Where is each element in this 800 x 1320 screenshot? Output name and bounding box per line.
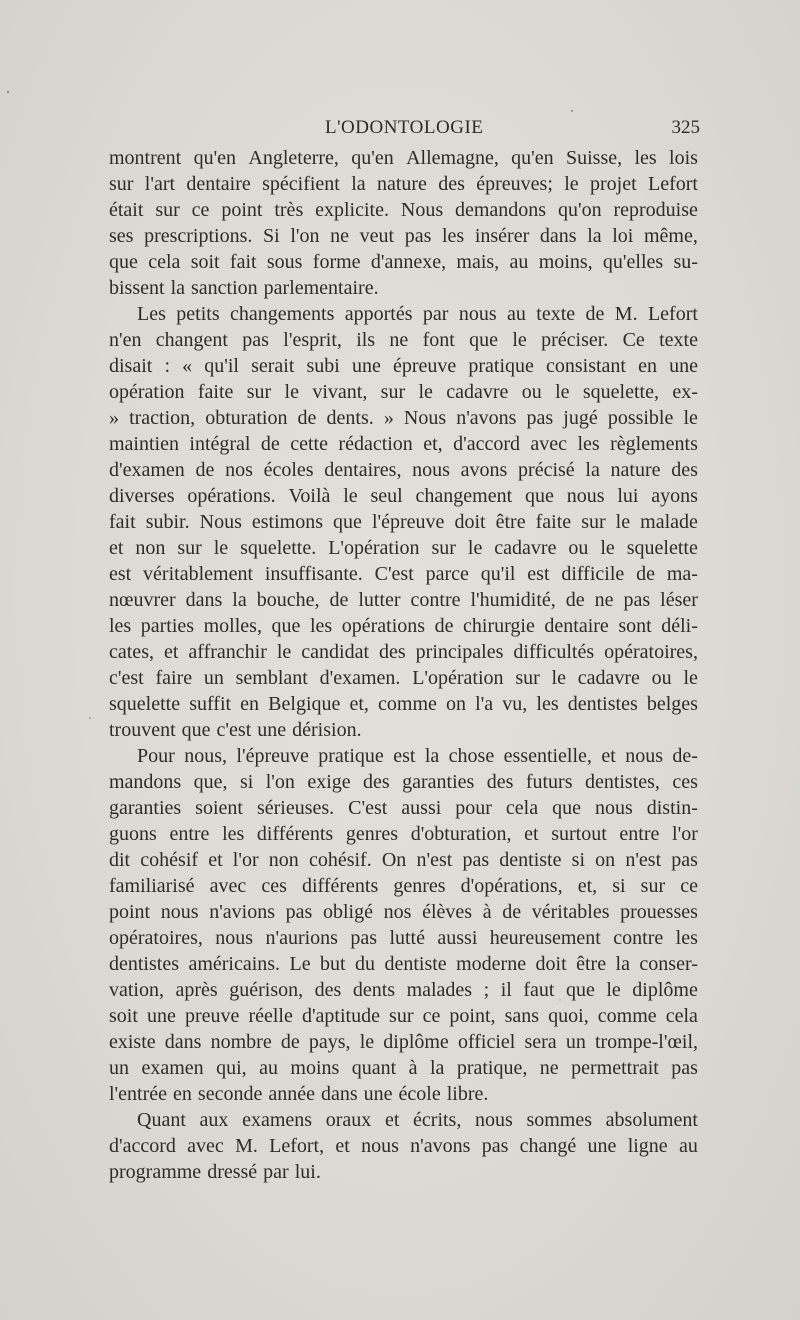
text-line: diverses opérations. Voilà le seul changement que nous lui ayons bbox=[109, 485, 698, 507]
text-line: existe dans nombre de pays, le diplôme officiel sera un trompe-l'œil, bbox=[109, 1031, 698, 1053]
running-header bbox=[110, 117, 700, 143]
text-line: opération faite sur le vivant, sur le cadavre ou le squelette, ex- bbox=[109, 381, 698, 403]
text-line: familiarisé avec ces différents genres d'opérations, et, si sur ce bbox=[109, 875, 698, 897]
text-line: garanties soient sérieuses. C'est aussi pour cela que nous distin- bbox=[109, 797, 698, 819]
text-line: guons entre les différents genres d'obturation, et surtout entre l'or bbox=[109, 823, 698, 845]
text-line: bissent la sanction parlementaire. bbox=[109, 277, 379, 299]
text-line: d'examen de nos écoles dentaires, nous avons précisé la nature des bbox=[109, 459, 698, 481]
text-line: les parties molles, que les opérations de chirurgie dentaire sont déli- bbox=[109, 615, 698, 637]
text-line: maintien intégral de cette rédaction et, d'accord avec les règlements bbox=[109, 433, 698, 455]
text-line: point nous n'avions pas obligé nos élèves à de véritables prouesses bbox=[109, 901, 698, 923]
text-line: que cela soit fait sous forme d'annexe, mais, au moins, qu'elles su- bbox=[109, 251, 698, 273]
text-line: » traction, obturation de dents. » Nous n'avons pas jugé possible le bbox=[109, 407, 698, 429]
text-line: programme dressé par lui. bbox=[109, 1161, 321, 1183]
text-line: ses prescriptions. Si l'on ne veut pas les insérer dans la loi même, bbox=[109, 225, 698, 247]
text-line: et non sur le squelette. L'opération sur le cadavre ou le squelette bbox=[109, 537, 698, 559]
text-line: un examen qui, au moins quant à la pratique, ne permettrait pas bbox=[109, 1057, 698, 1079]
text-line: squelette suffit en Belgique et, comme on l'a vu, les dentistes belges bbox=[109, 693, 698, 715]
text-line: était sur ce point très explicite. Nous demandons qu'on reproduise bbox=[109, 199, 698, 221]
text-line: c'est faire un semblant d'examen. L'opération sur le cadavre ou le bbox=[109, 667, 698, 689]
text-line: l'entrée en seconde année dans une école libre. bbox=[109, 1083, 489, 1105]
page-number: 325 bbox=[671, 117, 700, 138]
text-line: Pour nous, l'épreuve pratique est la chose essentielle, et nous de- bbox=[137, 745, 698, 767]
text-line: vation, après guérison, des dents malades ; il faut que le diplôme bbox=[109, 979, 698, 1001]
text-line: sur l'art dentaire spécifient la nature des épreuves; le projet Lefort bbox=[109, 173, 698, 195]
text-line: d'accord avec M. Lefort, et nous n'avons pas changé une ligne au bbox=[109, 1135, 698, 1157]
text-line: Les petits changements apportés par nous au texte de M. Lefort bbox=[137, 303, 698, 325]
text-line: dit cohésif et l'or non cohésif. On n'est pas dentiste si on n'est pas bbox=[109, 849, 698, 871]
text-line: soit une preuve réelle d'aptitude sur ce point, sans quoi, comme cela bbox=[109, 1005, 698, 1027]
text-line: opératoires, nous n'aurions pas lutté aussi heureusement contre les bbox=[109, 927, 698, 949]
text-line: fait subir. Nous estimons que l'épreuve doit être faite sur le malade bbox=[109, 511, 698, 533]
text-line: nœuvrer dans la bouche, de lutter contre l'humidité, de ne pas léser bbox=[109, 589, 698, 611]
text-line: mandons que, si l'on exige des garanties des futurs dentistes, ces bbox=[109, 771, 698, 793]
text-line: Quant aux examens oraux et écrits, nous sommes absolument bbox=[137, 1109, 698, 1131]
text-line: montrent qu'en Angleterre, qu'en Allemagne, qu'en Suisse, les lois bbox=[109, 147, 698, 169]
text-line: dentistes américains. Le but du dentiste moderne doit être la conser- bbox=[109, 953, 698, 975]
text-line: trouvent que c'est une dérision. bbox=[109, 719, 362, 741]
text-line: est véritablement insuffisante. C'est parce qu'il est difficile de ma- bbox=[109, 563, 698, 585]
text-line: cates, et affranchir le candidat des principales difficultés opératoires, bbox=[109, 641, 698, 663]
text-line: n'en changent pas l'esprit, ils ne font que le préciser. Ce texte bbox=[109, 329, 698, 351]
body-text bbox=[109, 145, 698, 1185]
text-line: disait : « qu'il serait subi une épreuve pratique consistant en une bbox=[109, 355, 698, 377]
running-title: L'ODONTOLOGIE bbox=[325, 117, 484, 138]
